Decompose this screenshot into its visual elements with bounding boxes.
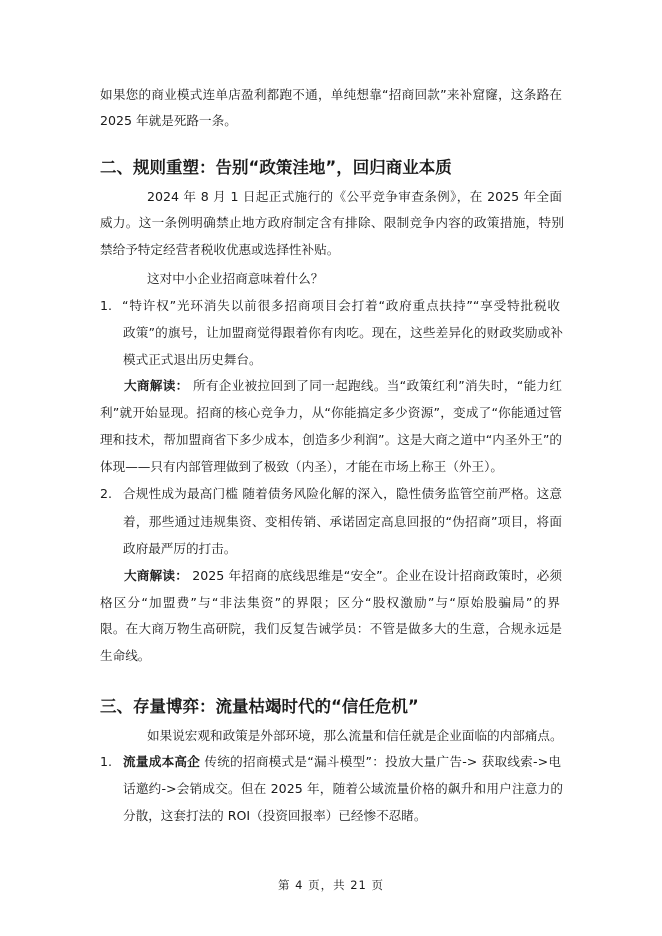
reading-line: 体现——只有内部管理做到了极致（内圣），才能在市场上称王（外王）。 (100, 459, 503, 474)
list-item-line: 模式正式退出历史舞台。 (123, 352, 262, 367)
paragraph-line: 如果说宏观和政策是外部环境，那么流量和信任就是企业面临的内部痛点。 (147, 728, 563, 743)
intro-line: 2025 年就是死路一条。 (100, 113, 237, 128)
list-item-line: 合规性成为最高门槛 随着债务风险化解的深入，隐性债务监管空前严格。这意 (123, 486, 562, 501)
reading-text: 2025 年招商的底线思维是“安全”。企业在设计招商政策时，必须 (192, 568, 562, 583)
list-item-line: 分散，这套打法的 ROI（投资回报率）已经惨不忍睹。 (123, 808, 427, 823)
intro-line: 如果您的商业模式连单店盈利都跑不通，单纯想靠“招商回款”来补窟窿，这条路在 (100, 87, 562, 102)
list-number: 2. (100, 486, 113, 501)
reading-line: 利”就开始显现。招商的核心竞争力，从“你能搞定多少资源”，变成了“你能通过管 (100, 405, 562, 420)
section-heading-3: 三、存量博弈：流量枯竭时代的“信任危机” (100, 697, 419, 716)
reading-line: 限。在大商万物生高研院，我们反复告诫学员：不管是做多大的生意，合规永远是 (100, 621, 562, 636)
paragraph-line: 禁给予特定经营者税收优惠或选择性补贴。 (100, 242, 340, 257)
list-number: 1. (100, 754, 113, 769)
reading-line (124, 567, 562, 585)
reading-line: 生命线。 (100, 648, 151, 663)
reading-line (124, 377, 562, 395)
list-item-line: 政府最严厉的打击。 (123, 541, 237, 556)
paragraph-line: 威力。这一条例明确禁止地方政府制定含有排除、限制竞争内容的政策措施，特别 (100, 215, 564, 230)
reading-line: 理和技术，帮加盟商省下多少成本，创造多少利润”。这是大商之道中“内圣外王”的 (100, 432, 562, 447)
reading-text: 所有企业被拉回到了同一起跑线。当“政策红利”消失时，“能力红 (192, 378, 562, 393)
paragraph-line: 2024 年 8 月 1 日起正式施行的《公平竞争审查条例》，在 2025 年全面 (147, 189, 562, 204)
list-item-line: 政策”的旗号，让加盟商觉得跟着你有肉吃。现在，这些差异化的财政奖励或补 (123, 325, 563, 340)
list-number: 1. (100, 298, 113, 313)
reading-label: 大商解读： (124, 378, 189, 393)
item-label: 流量成本高企 (123, 754, 201, 769)
list-item-line (123, 753, 561, 771)
reading-line: 格区分“加盟费”与“非法集资”的界限；区分“股权激励”与“原始股骗局”的界 (100, 595, 560, 610)
section-heading-2: 二、规则重塑：告别“政策洼地”，回归商业本质 (100, 158, 452, 177)
paragraph-line: 这对中小企业招商意味着什么？ (147, 271, 324, 286)
list-item-line: “特许权”光环消失以前很多招商项目会打着“政府重点扶持”“享受特批税收 (122, 298, 560, 313)
reading-label: 大商解读： (124, 568, 189, 583)
list-item-line: 话邀约->会销成交。但在 2025 年，随着公域流量价格的飙升和用户注意力的 (123, 781, 563, 796)
item-text: 传统的招商模式是“漏斗模型”：投放大量广告-> 获取线索->电 (204, 754, 561, 769)
list-item-line: 着，那些通过违规集资、变相传销、承诺固定高息回报的“伪招商”项目，将面 (123, 514, 562, 529)
page-footer: 第 4 页，共 21 页 (277, 878, 385, 892)
